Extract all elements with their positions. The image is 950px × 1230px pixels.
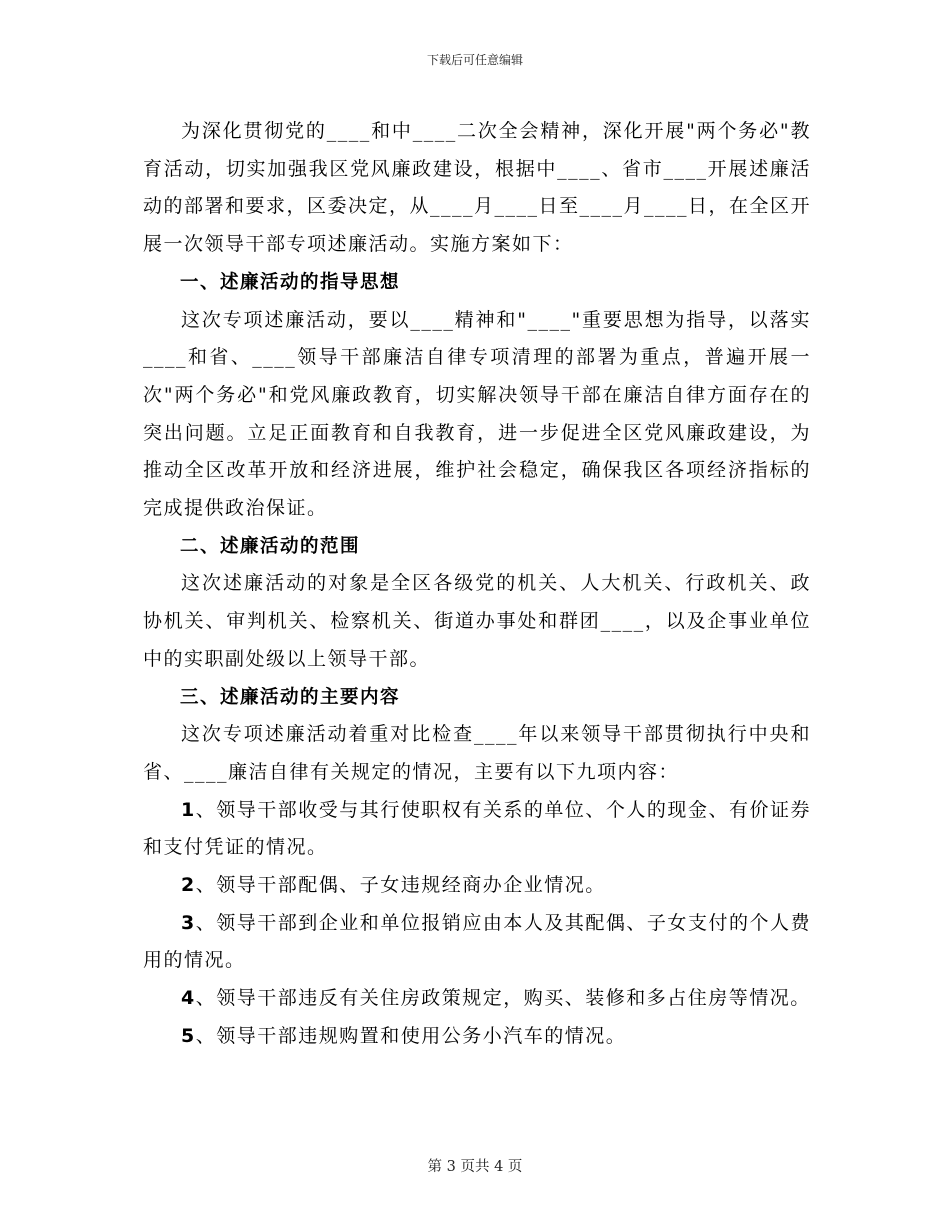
section-paragraph-guiding-thought: 这次专项述廉活动，要以____精神和"____"重要思想为指导，以落实____和省、____领导干部廉洁自律专项清理的部署为重点，普遍开展一次"两个务必"和党风廉政教育，切实解决领导干部在廉洁自律方面存在的突出问题。立足正面教育和自我教育，进一步促进全区党风廉政建设，为推动全区改革开放和经济进展，维护社会稳定，确保我区各项经济指标的完成提供政治保证。	[143, 308, 811, 520]
list-item	[143, 792, 811, 867]
page-number: 第 3 页共 4 页	[427, 1159, 523, 1175]
section-paragraph-scope: 这次述廉活动的对象是全区各级党的机关、人大机关、行政机关、政协机关、审判机关、检察机关、街道办事处和群团____，以及企事业单位中的实职副处级以上领导干部。	[143, 572, 811, 670]
list-item	[143, 867, 811, 905]
list-item-text: 、领导干部违规购置和使用公务小汽车的情况。	[195, 1024, 627, 1047]
list-item	[143, 1018, 811, 1056]
page-header: 下载后可任意编辑	[426, 53, 523, 67]
document-body	[143, 113, 811, 1056]
list-item-text: 、领导干部配偶、子女违规经商办企业情况。	[195, 874, 606, 897]
intro-paragraph: 为深化贯彻党的____和中____二次全会精神，深化开展"两个务必"教育活动，切实加强我区党风廉政建设，根据中____、省市____开展述廉活动的部署和要求，区委决定，从____月____日至____月____日，在全区开展一次领导干部专项述廉活动。实施方案如下：	[143, 120, 812, 256]
section-heading-main-content: 三、述廉活动的主要内容	[180, 686, 401, 708]
list-item-number: 5	[181, 1024, 196, 1047]
list-item	[143, 905, 811, 980]
section-heading-scope: 二、述廉活动的范围	[180, 535, 361, 557]
list-item-text: 、领导干部收受与其行使职权有关系的单位、个人的现金、有价证券和支付凭证的情况。	[143, 798, 811, 859]
list-item-number: 1	[181, 798, 196, 821]
list-item-number: 3	[181, 911, 196, 934]
list-item-text: 、领导干部到企业和单位报销应由本人及其配偶、子女支付的个人费用的情况。	[143, 911, 811, 972]
list-item-text: 、领导干部违反有关住房政策规定，购买、装修和多占住房等情况。	[195, 987, 811, 1010]
list-item-number: 4	[181, 987, 196, 1010]
section-heading-guiding-thought: 一、述廉活动的指导思想	[180, 271, 401, 293]
section-paragraph-main-content: 这次专项述廉活动着重对比检查____年以来领导干部贯彻执行中央和省、____廉洁自律有关规定的情况，主要有以下九项内容：	[143, 723, 811, 783]
list-item	[143, 980, 811, 1018]
list-item-number: 2	[181, 874, 196, 897]
